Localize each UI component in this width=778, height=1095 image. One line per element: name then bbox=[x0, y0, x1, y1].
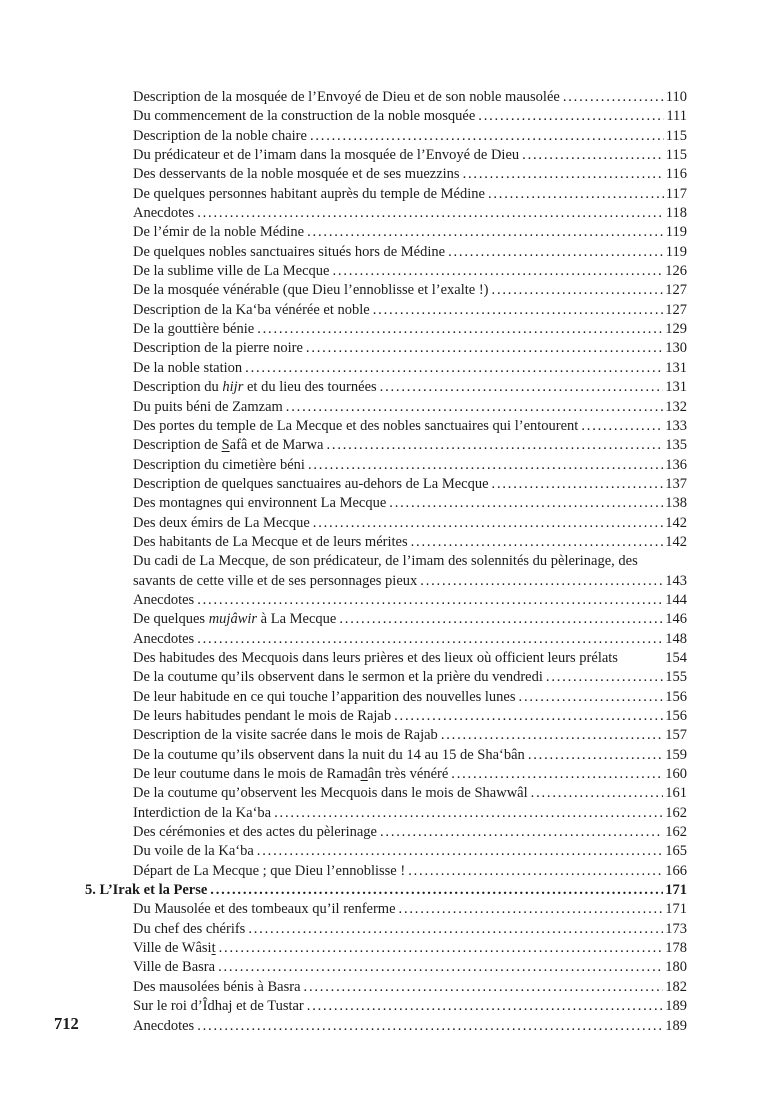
toc-entry-page: 127 bbox=[665, 301, 687, 318]
toc-entry-label: Description du hijr et du lieu des tournées bbox=[133, 379, 377, 396]
toc-entry-label: Description de la visite sacrée dans le mois de Rajab bbox=[133, 727, 438, 744]
toc-entry-label: Ville de Wâsit bbox=[133, 940, 216, 957]
toc-entry-label: De l’émir de la noble Médine bbox=[133, 224, 305, 241]
toc-entry-page: 117 bbox=[665, 185, 687, 202]
dot-leader bbox=[308, 456, 663, 475]
dot-leader bbox=[528, 746, 663, 765]
toc-entry-page: 180 bbox=[665, 959, 687, 976]
toc-entry-label: De la coutume qu’ils observent dans la nuit du 14 au 15 de Shaʻbân bbox=[133, 746, 525, 763]
toc-entry-label: Des mausolées bénis à Basra bbox=[133, 978, 301, 995]
toc-entry-page: 156 bbox=[665, 688, 687, 705]
toc-entry-label: Du prédicateur et de l’imam dans la mosquée de l’Envoyé de Dieu bbox=[133, 147, 520, 164]
toc-entry-page: 155 bbox=[665, 669, 687, 686]
toc-entry-page: 182 bbox=[665, 978, 687, 995]
toc-entry-page: 171 bbox=[665, 901, 687, 918]
dot-leader bbox=[408, 862, 663, 881]
toc-entry-label: Départ de La Mecque ; que Dieu l’ennoblisse ! bbox=[133, 862, 406, 879]
toc-entry-page: 189 bbox=[665, 1017, 687, 1034]
page-number: 712 bbox=[54, 1014, 79, 1033]
dot-leader bbox=[197, 591, 663, 610]
toc-entry-label: Anecdotes bbox=[133, 591, 195, 608]
toc-entry-label: savants de cette ville et de ses personnages pieux bbox=[133, 572, 418, 589]
toc-entry-page: 115 bbox=[665, 147, 687, 164]
toc-entry bbox=[133, 127, 687, 146]
dot-leader bbox=[389, 494, 663, 513]
toc-entry bbox=[133, 514, 687, 533]
toc-entry bbox=[133, 533, 687, 552]
toc-entry-page: 146 bbox=[665, 611, 687, 628]
dot-leader bbox=[546, 668, 663, 687]
toc-entry-label: Des habitudes des Mecquois dans leurs prières et des lieux où officient leurs prélats bbox=[133, 649, 618, 666]
dot-leader bbox=[248, 920, 663, 939]
toc-entry-label: De la gouttière bénie bbox=[133, 321, 255, 338]
dot-leader bbox=[333, 262, 664, 281]
toc-entry bbox=[133, 746, 687, 765]
toc-entry bbox=[133, 494, 687, 513]
toc-entry-label: Du puits béni de Zamzam bbox=[133, 398, 283, 415]
toc-entry-page: 161 bbox=[665, 785, 687, 802]
dot-leader bbox=[257, 842, 663, 861]
dot-leader bbox=[581, 417, 663, 436]
dot-leader bbox=[306, 339, 663, 358]
dot-leader bbox=[563, 88, 664, 107]
toc-entry bbox=[133, 900, 687, 919]
dot-leader bbox=[441, 726, 663, 745]
toc-entry-page: 132 bbox=[665, 398, 687, 415]
toc-entry bbox=[85, 881, 687, 900]
dot-leader bbox=[326, 436, 663, 455]
toc-entry-page: 144 bbox=[665, 591, 687, 608]
toc-entry-page: 160 bbox=[665, 766, 687, 783]
dot-leader bbox=[218, 958, 663, 977]
toc-entry-page: 154 bbox=[665, 649, 687, 666]
dot-leader bbox=[451, 765, 663, 784]
dot-leader bbox=[313, 514, 663, 533]
toc-entry-page: 162 bbox=[665, 804, 687, 821]
toc-entry-label: Sur le roi d’Îdhaj et de Tustar bbox=[133, 998, 304, 1015]
toc-entry bbox=[133, 417, 687, 436]
toc-entry bbox=[133, 436, 687, 455]
toc-entry bbox=[133, 378, 687, 397]
toc-entry bbox=[133, 765, 687, 784]
dot-leader bbox=[307, 223, 664, 242]
toc-entry bbox=[133, 359, 687, 378]
toc-entry-page: 137 bbox=[665, 475, 687, 492]
toc-entry-label: Des montagnes qui environnent La Mecque bbox=[133, 495, 387, 512]
toc-entry-label: Description du cimetière béni bbox=[133, 456, 305, 473]
toc-entry-label: De la coutume qu’ils observent dans le sermon et la prière du vendredi bbox=[133, 669, 543, 686]
dot-leader bbox=[448, 243, 664, 262]
dot-leader bbox=[304, 978, 664, 997]
toc-entry bbox=[133, 862, 687, 881]
toc-entry bbox=[133, 204, 687, 223]
toc-entry bbox=[133, 823, 687, 842]
dot-leader bbox=[197, 1017, 663, 1036]
toc-entry-page: 111 bbox=[666, 108, 687, 125]
toc-entry-page: 118 bbox=[665, 205, 687, 222]
toc-entry-page: 129 bbox=[665, 321, 687, 338]
dot-leader bbox=[519, 688, 664, 707]
dot-leader bbox=[380, 823, 663, 842]
dot-leader bbox=[286, 398, 663, 417]
toc-entry-page: 142 bbox=[665, 514, 687, 531]
toc-entry-label: De la sublime ville de La Mecque bbox=[133, 263, 330, 280]
toc-entry-label: De la mosquée vénérable (que Dieu l’ennoblisse et l’exalte !) bbox=[133, 282, 489, 299]
toc-entry-label: Des portes du temple de La Mecque et des nobles sanctuaires qui l’entourent bbox=[133, 417, 579, 434]
dot-leader bbox=[394, 707, 663, 726]
toc-entry bbox=[133, 339, 687, 358]
dot-leader bbox=[245, 359, 663, 378]
toc-entry-label: Interdiction de la Kaʻba bbox=[133, 804, 272, 821]
toc-entry-page: 178 bbox=[665, 940, 687, 957]
toc-entry bbox=[133, 668, 687, 687]
dot-leader bbox=[219, 939, 664, 958]
toc-entry bbox=[133, 552, 687, 571]
toc-entry bbox=[133, 649, 687, 668]
dot-leader bbox=[373, 301, 664, 320]
toc-entry-label: De quelques mujâwir à La Mecque bbox=[133, 611, 337, 628]
toc-entry bbox=[133, 456, 687, 475]
toc-entry-page: 110 bbox=[665, 89, 687, 105]
dot-leader bbox=[274, 804, 663, 823]
toc-entry bbox=[133, 784, 687, 803]
dot-leader bbox=[399, 900, 664, 919]
toc-entry-label: Du voile de la Kaʻba bbox=[133, 843, 254, 860]
toc-entry bbox=[133, 185, 687, 204]
toc-entry bbox=[133, 262, 687, 281]
toc-entry-label: Anecdotes bbox=[133, 630, 195, 647]
dot-leader bbox=[463, 165, 664, 184]
toc-entry-page: 171 bbox=[665, 882, 687, 899]
toc-entry-label: De la coutume qu’observent les Mecquois dans le mois de Shawwâl bbox=[133, 785, 528, 802]
toc-entry bbox=[133, 688, 687, 707]
table-of-contents bbox=[85, 88, 687, 1036]
dot-leader bbox=[307, 997, 663, 1016]
toc-entry-label: De quelques personnes habitant auprès du temple de Médine bbox=[133, 185, 485, 202]
toc-entry-page: 166 bbox=[665, 862, 687, 879]
toc-entry-label: Du chef des chérifs bbox=[133, 920, 246, 937]
toc-entry-label: Anecdotes bbox=[133, 1017, 195, 1034]
toc-entry bbox=[133, 920, 687, 939]
dot-leader bbox=[197, 630, 663, 649]
toc-entry-label: Anecdotes bbox=[133, 205, 195, 222]
toc-entry-label: Ville de Basra bbox=[133, 959, 216, 976]
toc-entry bbox=[133, 707, 687, 726]
toc-entry-label: Description de Safâ et de Marwa bbox=[133, 437, 324, 454]
toc-entry-page: 131 bbox=[665, 359, 687, 376]
toc-entry-page: 135 bbox=[665, 437, 687, 454]
toc-entry bbox=[133, 572, 687, 591]
toc-entry-label: De leurs habitudes pendant le mois de Rajab bbox=[133, 708, 392, 724]
dot-leader bbox=[492, 475, 664, 494]
toc-entry-page: 115 bbox=[665, 127, 687, 144]
toc-entry-label: De leur coutume dans le mois de Ramadân très vénéré bbox=[133, 766, 449, 783]
toc-entry-page: 148 bbox=[665, 630, 687, 647]
toc-entry-page: 119 bbox=[665, 224, 687, 241]
dot-leader bbox=[339, 610, 663, 629]
dot-leader bbox=[411, 533, 664, 552]
dot-leader bbox=[210, 881, 663, 900]
toc-entry-page: 162 bbox=[665, 824, 687, 841]
dot-leader bbox=[531, 784, 664, 803]
toc-entry bbox=[133, 320, 687, 339]
toc-entry-label: Description de la noble chaire bbox=[133, 127, 307, 144]
toc-entry-page: 130 bbox=[665, 340, 687, 357]
toc-entry-page: 136 bbox=[665, 456, 687, 473]
toc-entry bbox=[133, 146, 687, 165]
toc-entry-page: 133 bbox=[665, 417, 687, 434]
toc-entry-label: Description de quelques sanctuaires au-dehors de La Mecque bbox=[133, 475, 489, 492]
toc-entry-label: Des habitants de La Mecque et de leurs mérites bbox=[133, 533, 408, 550]
toc-entry-page: 131 bbox=[665, 379, 687, 396]
toc-entry-page: 156 bbox=[665, 708, 687, 724]
toc-entry bbox=[133, 475, 687, 494]
toc-entry-page: 119 bbox=[665, 243, 687, 260]
toc-entry bbox=[133, 223, 687, 242]
toc-entry bbox=[133, 88, 687, 107]
toc-entry bbox=[133, 398, 687, 417]
toc-entry bbox=[133, 939, 687, 958]
toc-entry bbox=[133, 978, 687, 997]
toc-entry-page: 138 bbox=[665, 495, 687, 512]
toc-entry-label: Des deux émirs de La Mecque bbox=[133, 514, 310, 531]
dot-leader bbox=[197, 204, 664, 223]
toc-entry-page: 127 bbox=[665, 282, 687, 299]
toc-entry bbox=[133, 591, 687, 610]
dot-leader bbox=[310, 127, 664, 146]
toc-entry-page: 142 bbox=[665, 533, 687, 550]
toc-entry bbox=[133, 1017, 687, 1036]
dot-leader bbox=[522, 146, 664, 165]
toc-entry-page: 159 bbox=[665, 746, 687, 763]
toc-entry bbox=[133, 804, 687, 823]
toc-entry bbox=[133, 165, 687, 184]
toc-entry-page: 165 bbox=[665, 843, 687, 860]
dot-leader bbox=[492, 281, 664, 300]
toc-entry bbox=[133, 243, 687, 262]
dot-leader bbox=[420, 572, 663, 591]
toc-entry-label: Description de la pierre noire bbox=[133, 340, 303, 357]
toc-entry bbox=[133, 958, 687, 977]
toc-entry-page: 143 bbox=[665, 572, 687, 589]
toc-entry-label: 5. L’Irak et la Perse bbox=[85, 882, 208, 899]
toc-entry-page: 126 bbox=[665, 263, 687, 280]
dot-leader bbox=[478, 107, 664, 126]
toc-entry-label: Des desservants de la noble mosquée et de ses muezzins bbox=[133, 166, 460, 183]
toc-entry bbox=[133, 842, 687, 861]
toc-entry bbox=[133, 610, 687, 629]
toc-entry bbox=[133, 107, 687, 126]
toc-entry-label: De quelques nobles sanctuaires situés hors de Médine bbox=[133, 243, 446, 260]
toc-entry-page: 173 bbox=[665, 920, 687, 937]
toc-entry-label: Du Mausolée et des tombeaux qu’il renferme bbox=[133, 901, 396, 918]
toc-entry-label: Du commencement de la construction de la noble mosquée bbox=[133, 108, 476, 125]
toc-entry bbox=[133, 726, 687, 745]
toc-entry-page: 189 bbox=[665, 998, 687, 1015]
toc-entry bbox=[133, 630, 687, 649]
dot-leader bbox=[257, 320, 663, 339]
toc-entry-label: Description de la Kaʻba vénérée et noble bbox=[133, 301, 370, 318]
toc-entry-page: 157 bbox=[665, 727, 687, 744]
toc-entry-label: De leur habitude en ce qui touche l’apparition des nouvelles lunes bbox=[133, 688, 516, 705]
toc-entry-label: Des cérémonies et des actes du pèlerinage bbox=[133, 824, 377, 841]
dot-leader bbox=[380, 378, 664, 397]
toc-entry bbox=[133, 997, 687, 1016]
toc-entry bbox=[133, 301, 687, 320]
dot-leader bbox=[488, 185, 664, 204]
toc-entry-label: Description de la mosquée de l’Envoyé de Dieu et de son noble mausolée bbox=[133, 89, 560, 105]
toc-entry bbox=[133, 281, 687, 300]
toc-entry-label: Du cadi de La Mecque, de son prédicateur, de l’imam des solennités du pèlerinage, des bbox=[133, 553, 638, 570]
toc-entry-label: De la noble station bbox=[133, 359, 243, 376]
toc-entry-page: 116 bbox=[665, 166, 687, 183]
